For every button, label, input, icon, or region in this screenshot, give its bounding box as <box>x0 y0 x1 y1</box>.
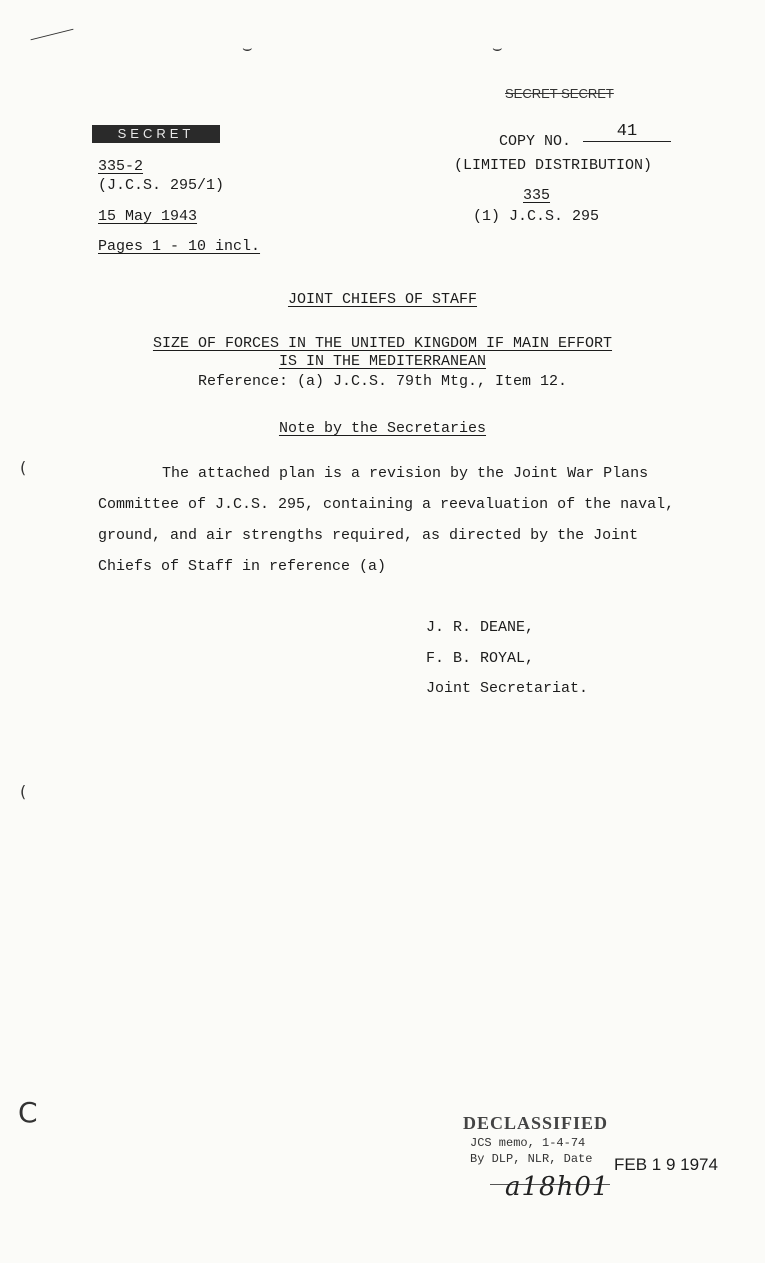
signatory-role: Joint Secretariat. <box>426 680 589 697</box>
doc-date: 15 May 1943 <box>98 208 198 225</box>
body-paragraph <box>98 458 678 582</box>
subject-line-1: SIZE OF FORCES IN THE UNITED KINGDOM IF MAIN EFFORT <box>152 335 613 352</box>
classification-struck: SECRET SECRET <box>505 86 614 101</box>
ref-jcs: (1) J.C.S. 295 <box>473 208 600 225</box>
declass-by-line: By DLP, NLR, Date <box>470 1152 593 1166</box>
signatory-2: F. B. ROYAL, <box>426 650 535 667</box>
signatory-1: J. R. DEANE, <box>426 619 535 636</box>
margin-mark: C <box>18 1096 38 1129</box>
reference-line: Reference: (a) J.C.S. 79th Mtg., Item 12. <box>197 373 568 390</box>
margin-mark: ( <box>20 458 27 477</box>
declass-date-stamp: FEB 1 9 1974 <box>614 1155 718 1174</box>
ref-number: 335 <box>523 187 551 204</box>
org-title: JOINT CHIEFS OF STAFF <box>287 291 478 308</box>
subject-line-2: IS IN THE MEDITERRANEAN <box>278 353 487 370</box>
declassified-stamp: DECLASSIFIED <box>463 1113 609 1133</box>
distribution-note: (LIMITED DISTRIBUTION) <box>454 157 653 174</box>
staple-mark-left <box>31 29 74 41</box>
doc-jcs: (J.C.S. 295/1) <box>98 177 225 194</box>
punch-mark: ⌣ <box>492 38 503 57</box>
doc-number: 335-2 <box>98 158 144 175</box>
handwritten-code: a18h01 <box>505 1172 610 1202</box>
margin-mark: ( <box>20 782 27 801</box>
declass-authority: JCS memo, 1-4-74 <box>470 1136 586 1150</box>
copy-number: 41 <box>583 122 671 142</box>
page-count: Pages 1 - 10 incl. <box>98 238 261 255</box>
copy-label: COPY NO. <box>499 133 572 150</box>
paragraph-text: The attached plan is a revision by the Joint War Plans Committee of J.C.S. 295, containing a reevaluation of the naval, ground, and air strengths required, as directed by the Joint Chiefs of Staff in reference (a) <box>98 465 675 575</box>
punch-mark: ⌣ <box>242 38 253 57</box>
note-heading: Note by the Secretaries <box>278 420 487 437</box>
classification-stamp-redacted: SECRET <box>92 125 220 143</box>
